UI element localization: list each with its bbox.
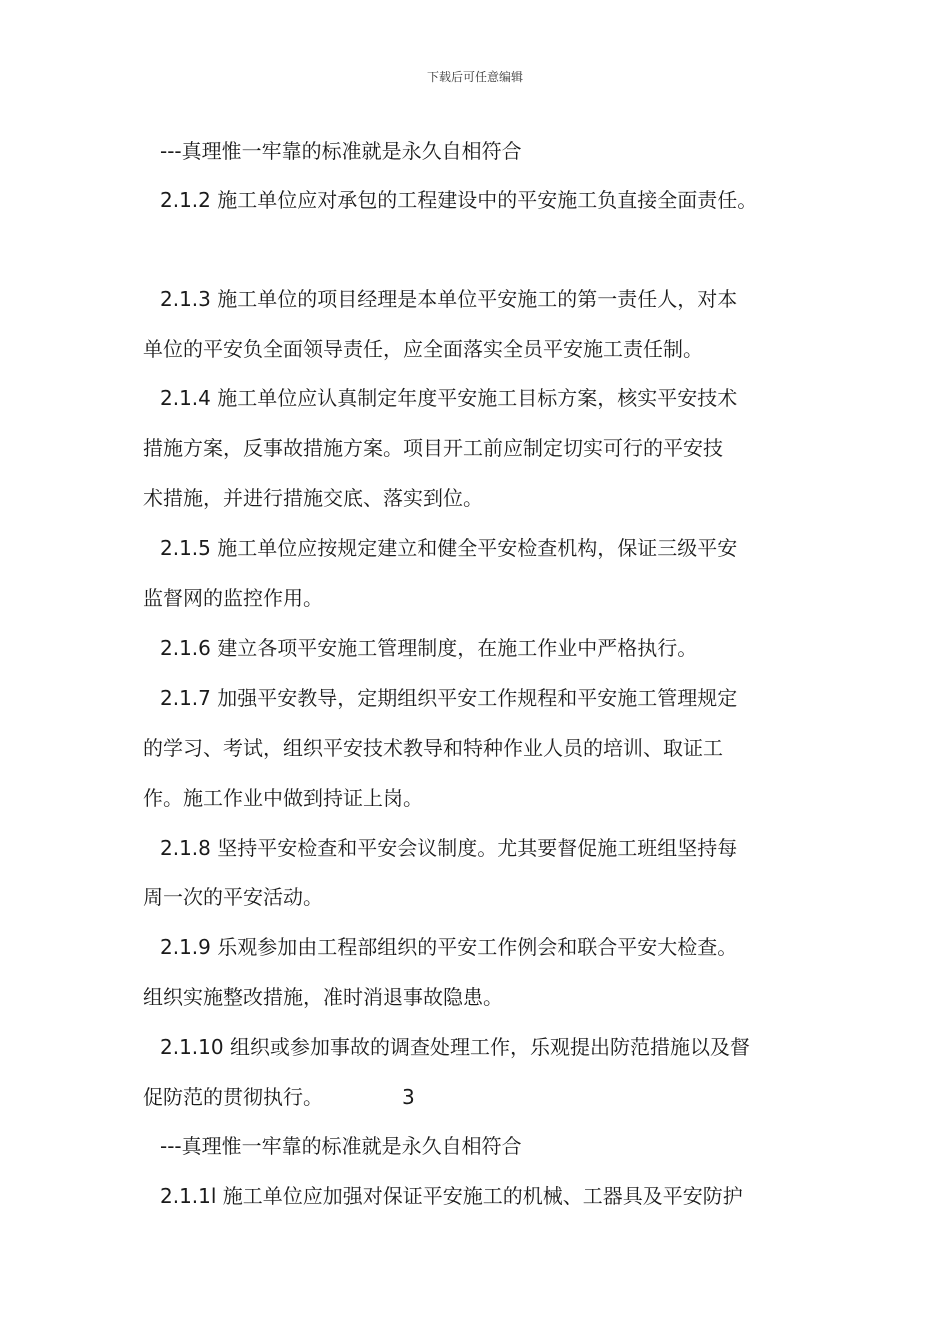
- text-line: ---真理惟一牢靠的标准就是永久自相符合: [160, 1134, 522, 1158]
- page-number: 3: [402, 1085, 415, 1109]
- text-line: 2.1.10 组织或参加事故的调查处理工作，乐观提出防范措施以及督: [160, 1035, 750, 1059]
- text-line: 术措施，并进行措施交底、落实到位。: [143, 486, 483, 510]
- text-line: 周一次的平安活动。: [143, 885, 323, 909]
- text-line: 2.1.8 坚持平安检查和平安会议制度。尤其要督促施工班组坚持每: [160, 836, 738, 860]
- text-line: 组织实施整改措施，准时消退事故隐患。: [143, 985, 503, 1009]
- text-line: 措施方案，反事故措施方案。项目开工前应制定切实可行的平安技: [143, 436, 723, 460]
- text-line: 2.1.4 施工单位应认真制定年度平安施工目标方案，核实平安技术: [160, 386, 738, 410]
- text-line: 的学习、考试，组织平安技术教导和特种作业人员的培训、取证工: [143, 736, 723, 760]
- text-line: 监督网的监控作用。: [143, 586, 323, 610]
- text-line: 作。施工作业中做到持证上岗。: [143, 786, 423, 810]
- text-line: 促防范的贯彻执行。: [143, 1085, 323, 1109]
- text-line: ---真理惟一牢靠的标准就是永久自相符合: [160, 139, 522, 163]
- text-line: 2.1.6 建立各项平安施工管理制度，在施工作业中严格执行。: [160, 636, 698, 660]
- text-line: 2.1.5 施工单位应按规定建立和健全平安检查机构，保证三级平安: [160, 536, 738, 560]
- text-line: 2.1.9 乐观参加由工程部组织的平安工作例会和联合平安大检查。: [160, 935, 738, 959]
- text-line: 2.1.2 施工单位应对承包的工程建设中的平安施工负直接全面责任。: [160, 188, 758, 212]
- text-line: 单位的平安负全面领导责任，应全面落实全员平安施工责任制。: [143, 337, 703, 361]
- page-header: 下载后可任意编辑: [426, 70, 523, 84]
- text-line: 2.1.3 施工单位的项目经理是本单位平安施工的第一责任人，对本: [160, 287, 738, 311]
- text-line: 2.1.1l 施工单位应加强对保证平安施工的机械、工器具及平安防护: [160, 1184, 743, 1208]
- text-line: 2.1.7 加强平安教导，定期组织平安工作规程和平安施工管理规定: [160, 686, 738, 710]
